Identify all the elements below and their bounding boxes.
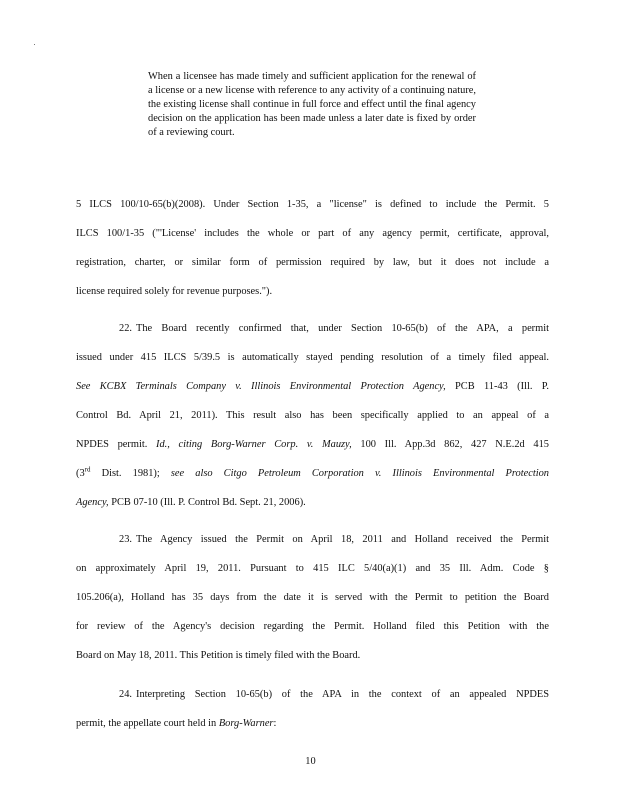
paragraph-continuation: 5 ILCS 100/10-65(b)(2008). Under Section 1-35, a "license" is defined to include the Permit. 5 ILCS 100/1-35 ("'License' includes the whole or part of any agency permit, certificate, approval, registration, charter, or similar form of permission required by law, but it does not include a license required solely for revenue purposes."). xyxy=(76,199,549,297)
paragraph-number: 24. xyxy=(119,689,132,700)
case-citation: see also Citgo Petroleum Corporation v. Illinois Environmental Protection xyxy=(170,468,549,479)
case-citation: See KCBX Terminals Company v. Illinois Environmental Protection Agency, xyxy=(76,381,446,392)
scan-speck xyxy=(34,44,35,45)
paragraph-24: 24. Interpreting Section 10-65(b) of the APA in the context of an appealed NPDES permit, the appellate court held in Borg-Warner: xyxy=(76,680,549,738)
case-citation: Borg-Warner xyxy=(218,718,274,729)
block-quote: When a licensee has made timely and sufficient application for the renewal of a license or a new license with reference to any activity of a continuing nature, the existing license shall continue in full force and effect until the final agency decision on the application has been made unless a later date is fixed by order of a reviewing court. xyxy=(148,71,476,138)
paragraph-number: 22. xyxy=(119,323,132,334)
paragraph-23: 23. The Agency issued the Permit on April 18, 2011 and Holland received the Permit on approximately April 19, 2011. Pursuant to 415 ILC 5/40(a)(1) and 35 Ill. Adm. Code § 105.206(a), Holland has 35 days from the date it is served with the Permit to petition the Board for review of the Agency's decision regarding the Permit. Holland filed this Petition with the Board on May 18, 2011. This Petition is timely filed with the Board. xyxy=(76,525,549,670)
page-number: 10 xyxy=(305,756,316,767)
case-citation: citing Borg-Warner Corp. v. Mauzy, xyxy=(169,439,352,450)
paragraph-22: 22. The Board recently confirmed that, under Section 10-65(b) of the APA, a permit issued under 415 ILCS 5/39.5 is automatically stayed pending resolution of a timely filed appeal. See KCBX Terminals Company v. Illinois Environmental Protection Agency, PCB 11-43 (Ill. P. Control Bd. April 21, 2011). This result also has been specifically applied to an appeal of a NPDES permit. Id., citing Borg-Warner Corp. v. Mauzy, 100 Ill. App.3d 862, 427 N.E.2d 415 (3rd Dist. 1981); see also Citgo Petroleum Corporation v. Illinois Environmental Protection Agency, PCB 07-10 (Ill. P. Control Bd. Sept. 21, 2006). xyxy=(76,314,549,517)
paragraph-number: 23. xyxy=(119,534,132,545)
